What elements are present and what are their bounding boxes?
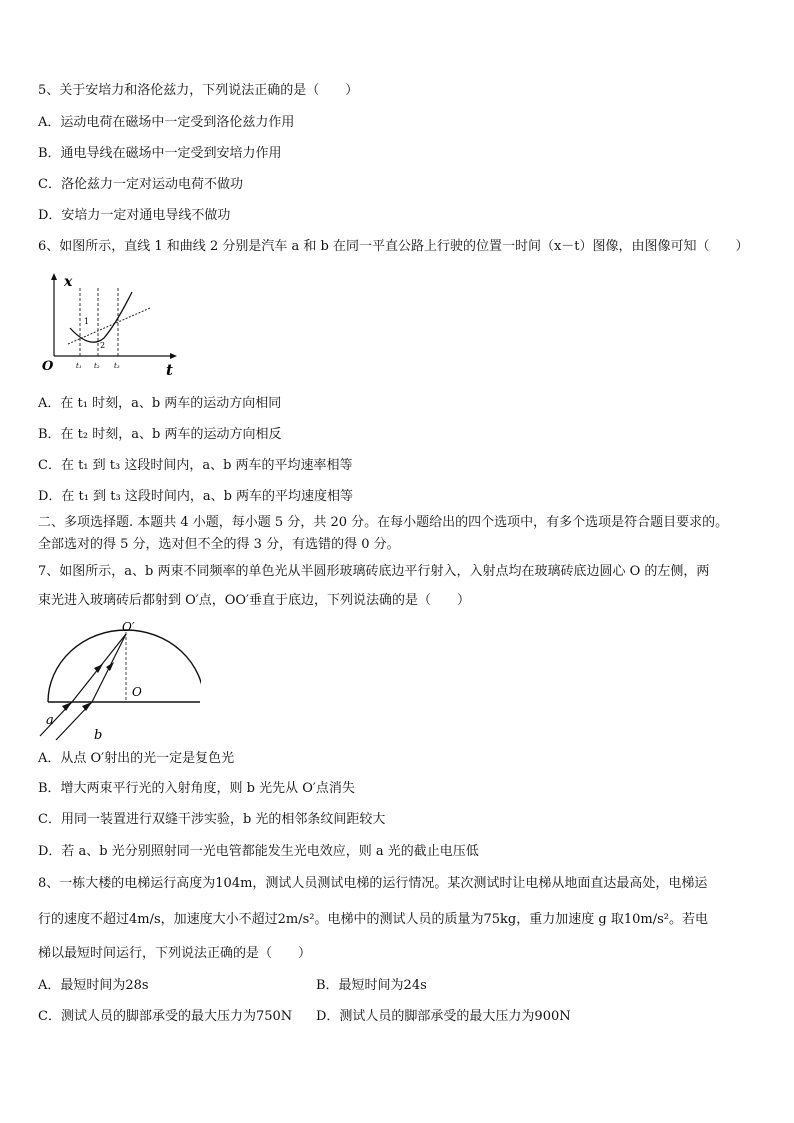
q8-option-d: D．测试人员的脚部承受的最大压力为900N <box>316 1009 571 1024</box>
t-axis-label: t <box>166 361 173 379</box>
t-axis-arrow <box>170 353 177 359</box>
q6-option-c: C．在 t₁ 到 t₃ 这段时间内，a、b 两车的平均速率相等 <box>38 458 353 473</box>
section2-line2: 全部选对的得 5 分，选对但不全的得 3 分，有选错的得 0 分。 <box>38 537 400 552</box>
t1-label: t₁ <box>76 362 82 370</box>
ray-a-label: a <box>46 713 54 728</box>
curve-2 <box>70 292 132 342</box>
q8-stem-line1: 8、一栋大楼的电梯运行高度为104m，测试人员测试电梯的运行情况。某次测试时让电梯从地面直达最高处，电梯运 <box>38 876 708 891</box>
q5-stem: 5、关于安培力和洛伦兹力，下列说法正确的是（ ） <box>38 83 359 98</box>
top-o-prime-label: O′ <box>122 620 135 634</box>
line-1-label: 1 <box>84 317 90 326</box>
center-o-label: O <box>132 685 142 699</box>
q7-stem-line2: 束光进入玻璃砖后都射到 O′点，OO′垂直于底边，下列说法确的是（ ） <box>38 593 471 608</box>
q7-option-b: B．增大两束平行光的入射角度，则 b 光先从 O′点消失 <box>38 781 355 796</box>
q5-option-a: A．运动电荷在磁场中一定受到洛伦兹力作用 <box>38 115 295 130</box>
q5-option-d: D．安培力一定对通电导线不做功 <box>38 208 231 223</box>
curve-2-label: 2 <box>100 341 106 350</box>
ray-b-label: b <box>94 728 103 743</box>
q5-option-c: C．洛伦兹力一定对运动电荷不做功 <box>38 177 243 192</box>
q6-stem: 6、如图所示，直线 1 和曲线 2 分别是汽车 a 和 b 在同一平直公路上行驶的位置一时间（x－t）图像，由图像可知（ ） <box>38 239 749 254</box>
q7-option-c: C．用同一装置进行双缝干涉实验，b 光的相邻条纹间距较大 <box>38 812 386 827</box>
origin-label: O <box>42 359 54 374</box>
ray-b-arrow-2 <box>106 662 114 671</box>
x-axis-arrow <box>51 273 57 280</box>
q7-option-d: D．若 a、b 光分别照射同一光电管都能发生光电效应，则 a 光的截止电压低 <box>38 844 479 859</box>
q6-option-d: D．在 t₁ 到 t₃ 这段时间内，a、b 两车的平均速度相等 <box>38 489 354 504</box>
ray-b-arrow-1 <box>82 702 92 711</box>
q7-semicircle-figure <box>36 618 201 743</box>
q6-option-a: A．在 t₁ 时刻，a、b 两车的运动方向相同 <box>38 396 282 411</box>
q5-option-b: B．通电导线在磁场中一定受到安培力作用 <box>38 146 282 161</box>
q6-xt-graph <box>40 268 180 380</box>
q7-stem-line1: 7、如图所示，a、b 两束不同频率的单色光从半圆形玻璃砖底边平行射入，入射点均在玻璃砖底边圆心 O 的左侧，两 <box>38 564 710 579</box>
ray-a-arrow-1 <box>62 702 72 711</box>
section2-line1: 二、多项选择题. 本题共 4 小题，每小题 5 分，共 20 分。在每小题给出的四个选项中，有多个选项是符合题目要求的。 <box>38 515 729 530</box>
q8-stem-line3: 梯以最短时间运行，下列说法正确的是（ ） <box>38 946 312 961</box>
t3-label: t₃ <box>114 362 120 370</box>
q6-option-b: B．在 t₂ 时刻，a、b 两车的运动方向相反 <box>38 427 282 442</box>
q8-stem-line2: 行的速度不超过4m/s，加速度大小不超过2m/s²。电梯中的测试人员的质量为75kg，重力加速度 g 取10m/s²。若电 <box>38 912 708 927</box>
x-axis-label: x <box>64 274 73 290</box>
q8-option-b: B．最短时间为24s <box>316 978 427 993</box>
glass-arc <box>48 630 201 702</box>
t2-label: t₂ <box>94 362 100 370</box>
q8-option-c: C．测试人员的脚部承受的最大压力为750N <box>38 1009 293 1024</box>
q7-option-a: A．从点 O′射出的光一定是复色光 <box>38 751 235 766</box>
q8-option-a: A．最短时间为28s <box>38 978 149 993</box>
